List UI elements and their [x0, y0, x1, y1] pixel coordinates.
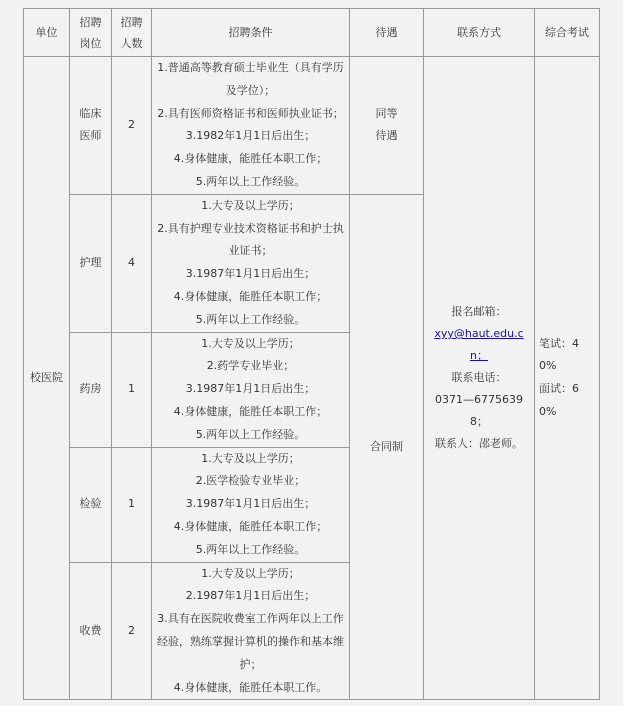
position-cell: 护理 [70, 194, 112, 332]
conditions-cell: 1.普通高等教育硕士毕业生（具有学历 及学位）； 2.具有医师资格证书和医师执业证书； 3.1982年1月1日后出生； 4.身体健康，能胜任本职工作； 5.两年以上工作经验。 [152, 57, 350, 195]
header-row [24, 9, 600, 57]
position-cell: 检验 [70, 447, 112, 562]
header-treatment: 待遇 [350, 9, 424, 57]
count-cell: 2 [112, 57, 152, 195]
unit-cell: 校医院 [24, 57, 70, 700]
header-contact: 联系方式 [424, 9, 535, 57]
header-unit: 单位 [24, 9, 70, 57]
exam-cell: 笔试：40% 面试：60% [535, 57, 600, 700]
header-position: 招聘 岗位 [70, 9, 112, 57]
conditions-cell: 1.大专及以上学历； 2.1987年1月1日后出生； 3.具有在医院收费室工作两年以上工作 经验，熟练掌握计算机的操作和基本维 护； 4.身体健康，能胜任本职工作。 [152, 562, 350, 700]
position-cell: 临床 医师 [70, 57, 112, 195]
position-cell: 药房 [70, 332, 112, 447]
treatment-cell-first: 同等 待遇 [350, 57, 424, 195]
count-cell: 1 [112, 332, 152, 447]
conditions-cell: 1.大专及以上学历； 2.药学专业毕业； 3.1987年1月1日后出生； 4.身体健康，能胜任本职工作； 5.两年以上工作经验。 [152, 332, 350, 447]
recruitment-table [23, 8, 600, 700]
treatment-cell-contract: 合同制 [350, 194, 424, 700]
position-cell: 收费 [70, 562, 112, 700]
email-link[interactable]: xyy@haut.edu.cn； [434, 327, 524, 363]
header-count: 招聘 人数 [112, 9, 152, 57]
header-exam: 综合考试 [535, 9, 600, 57]
header-conditions: 招聘条件 [152, 9, 350, 57]
conditions-cell: 1.大专及以上学历； 2.医学检验专业毕业； 3.1987年1月1日后出生； 4.身体健康，能胜任本职工作； 5.两年以上工作经验。 [152, 447, 350, 562]
table-row [24, 57, 600, 195]
contact-cell: 报名邮箱： xyy@haut.edu.cn； 联系电话： 0371—67756398； 联系人：邵老师。 [424, 57, 535, 700]
conditions-cell: 1.大专及以上学历； 2.具有护理专业技术资格证书和护士执 业证书； 3.1987年1月1日后出生； 4.身体健康，能胜任本职工作； 5.两年以上工作经验。 [152, 194, 350, 332]
count-cell: 4 [112, 194, 152, 332]
count-cell: 1 [112, 447, 152, 562]
count-cell: 2 [112, 562, 152, 700]
